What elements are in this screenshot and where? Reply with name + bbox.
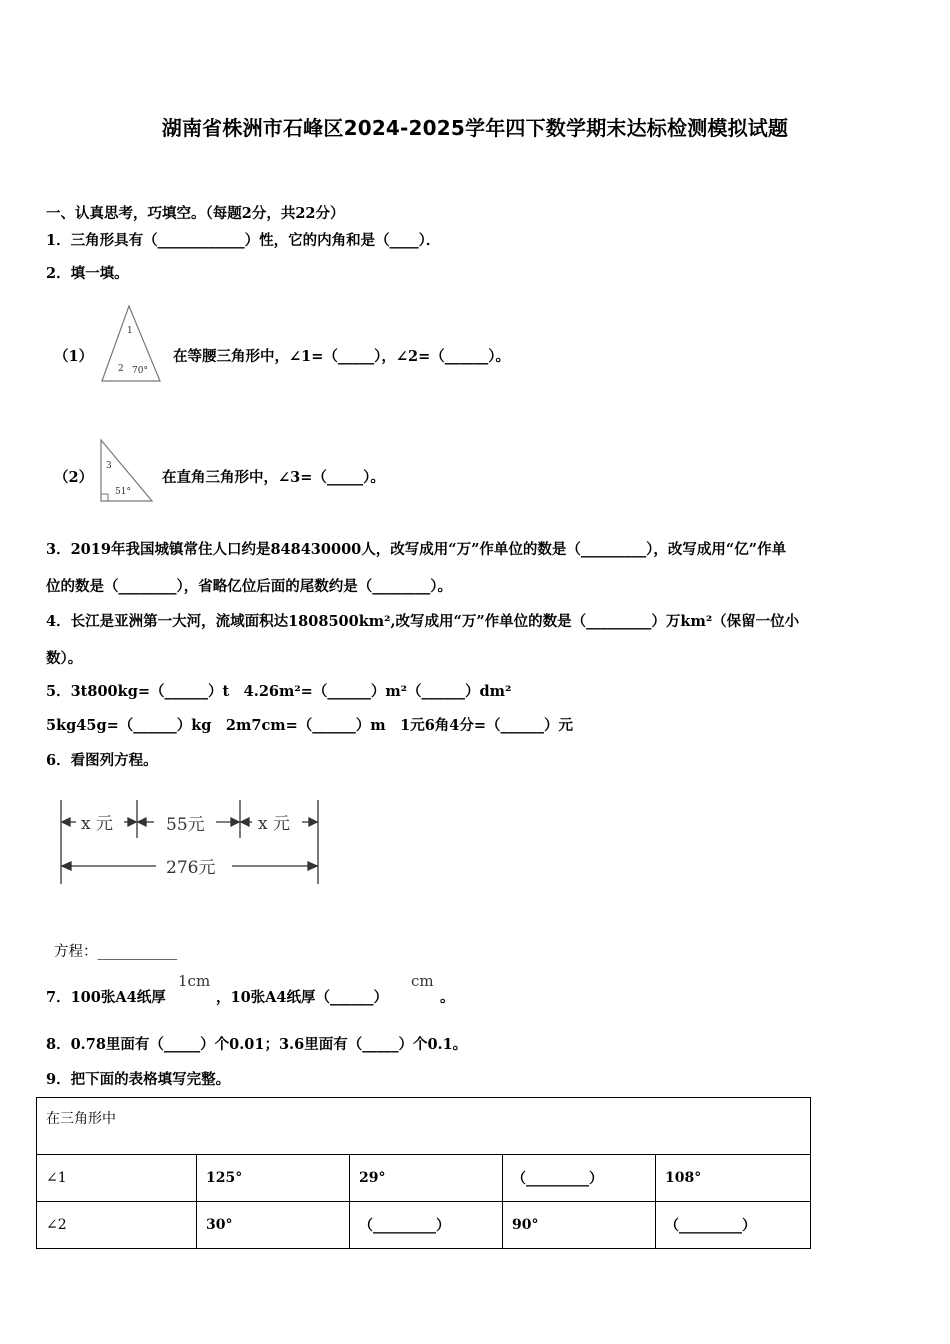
- page-title: 湖南省株洲市石峰区2024-2025学年四下数学期末达标检测模拟试题: [161, 116, 789, 140]
- segment-x2-label: x 元: [258, 814, 290, 834]
- angle-2-label: 2: [118, 364, 124, 374]
- question-1: 1．三角形具有（____________）性，它的内角和是（____）．: [46, 232, 441, 249]
- table-row: [37, 1202, 811, 1249]
- section-heading: 一、认真思考，巧填空。（每题2分，共22分）: [46, 205, 345, 222]
- angle-table: [36, 1097, 811, 1249]
- question-2: 2．填一填。: [46, 265, 129, 282]
- isosceles-triangle-figure: [98, 303, 164, 385]
- angle-70-label: 70°: [132, 366, 148, 376]
- table-cell: （_________）: [656, 1202, 811, 1249]
- question-3-line-2: 位的数是（________），省略亿位后面的尾数约是（________）。: [46, 578, 452, 595]
- total-276-label: 276元: [166, 858, 216, 878]
- question-3-line-1: 3．2019年我国城镇常住人口约是848430000人，改写成用“万”作单位的数是（_________），改写成用“亿”作单: [46, 541, 787, 558]
- segment-x1-label: x 元: [81, 814, 113, 834]
- question-2-1-label: （1）: [54, 348, 94, 365]
- table-header-row: [37, 1098, 811, 1155]
- question-2-2-text: 在直角三角形中，∠3=（_____）。: [162, 469, 385, 486]
- q7-unit-cm: cm: [411, 972, 434, 990]
- table-row: [37, 1155, 811, 1202]
- question-7-part-b: ，10张A4纸厚（______）: [216, 989, 389, 1006]
- question-2-2-label: （2）: [54, 469, 94, 486]
- table-cell: ∠1: [37, 1155, 197, 1202]
- question-4-line-1: 4．长江是亚洲第一大河，流域面积达1808500km²,改写成用“万”作单位的数是（_________）万km²（保留一位小: [46, 613, 800, 630]
- angle-3-label: 3: [106, 461, 112, 471]
- question-4-line-2: 数）。: [46, 650, 83, 667]
- right-triangle-figure: [98, 438, 156, 504]
- q7-unit-1cm: 1cm: [178, 972, 211, 990]
- angle-1-label: 1: [127, 326, 133, 336]
- segment-55-label: 55元: [166, 815, 205, 835]
- question-5-line-2: 5kg45g=（______）kg 2m7cm=（______）m 1元6角4分=（______）元: [46, 717, 574, 734]
- question-2-1-text: 在等腰三角形中，∠1=（_____），∠2=（______）。: [173, 348, 511, 365]
- table-cell: （_________）: [350, 1202, 503, 1249]
- question-8: 8．0.78里面有（_____）个0.01；3.6里面有（_____）个0.1。: [46, 1036, 468, 1053]
- question-5-line-1: 5．3t800kg=（______）t 4.26m²=（______）m²（______）dm²: [46, 683, 512, 700]
- question-6: 6．看图列方程。: [46, 752, 158, 769]
- table-cell: 125°: [197, 1155, 350, 1202]
- table-cell: ∠2: [37, 1202, 197, 1249]
- table-cell: 90°: [503, 1202, 656, 1249]
- question-7-part-c: 。: [440, 989, 455, 1006]
- table-cell: 108°: [656, 1155, 811, 1202]
- table-cell: （_________）: [503, 1155, 656, 1202]
- question-7-part-a: 7．100张A4纸厚: [46, 989, 166, 1006]
- angle-51-label: 51°: [115, 487, 131, 497]
- table-header: 在三角形中: [37, 1098, 811, 1155]
- segment-diagram: [56, 798, 324, 888]
- equation-blank: 方程：___________: [54, 944, 178, 960]
- table-cell: 29°: [350, 1155, 503, 1202]
- question-9: 9．把下面的表格填写完整。: [46, 1071, 231, 1088]
- table-cell: 30°: [197, 1202, 350, 1249]
